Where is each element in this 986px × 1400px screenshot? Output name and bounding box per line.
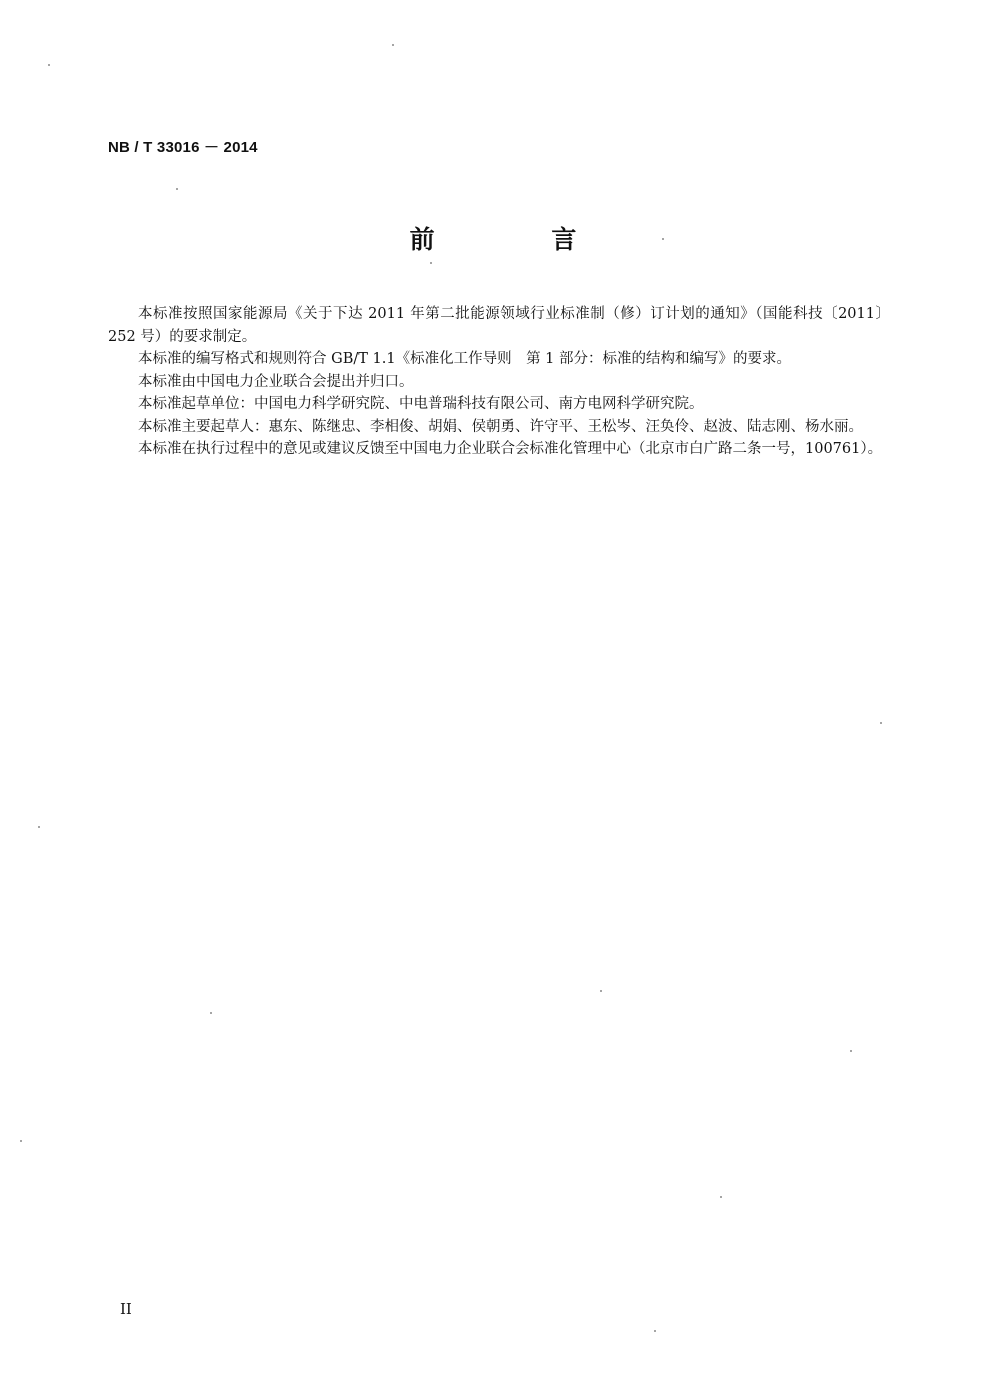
scan-speck (176, 188, 178, 190)
paragraph-proposer: 本标准由中国电力企业联合会提出并归口。 (138, 373, 414, 390)
scan-speck (654, 1330, 656, 1332)
scan-speck (850, 1050, 852, 1052)
paragraph-drafting-units: 本标准起草单位：中国电力科学研究院、中电普瑞科技有限公司、南方电网科学研究院。 (138, 396, 704, 412)
scan-speck (720, 1196, 722, 1198)
scan-speck (48, 64, 50, 66)
standard-number-header: NB / T 33016 － 2014 (108, 139, 258, 156)
scan-speck (880, 722, 882, 724)
scan-speck (600, 990, 602, 992)
scan-speck (210, 1012, 212, 1014)
page-number: II (120, 1300, 132, 1318)
scan-speck (662, 238, 664, 240)
scan-speck (430, 262, 432, 264)
paragraph-feedback: 本标准在执行过程中的意见或建议反馈至中国电力企业联合会标准化管理中心（北京市白广路二条一号，100761）。 (138, 441, 883, 457)
scan-speck (20, 1140, 22, 1142)
scan-speck (38, 826, 40, 828)
scan-speck (392, 44, 394, 46)
paragraph-format: 本标准的编写格式和规则符合 GB/T 1.1《标准化工作导则 第 1 部分：标准的结构和编写》的要求。 (138, 351, 792, 367)
paragraph-basis: 本标准按照国家能源局《关于下达 2011 年第二批能源领域行业标准制（修）订计划的通知》（国能科技〔2011〕252 号）的要求制定。 (108, 306, 890, 345)
foreword-body (108, 303, 890, 461)
paragraph-drafters: 本标准主要起草人：惠东、陈继忠、李相俊、胡娟、侯朝勇、许守平、王松岑、汪奂伶、赵波、陆志刚、杨水丽。 (138, 418, 863, 435)
page-title: 前 言 (409, 225, 631, 254)
